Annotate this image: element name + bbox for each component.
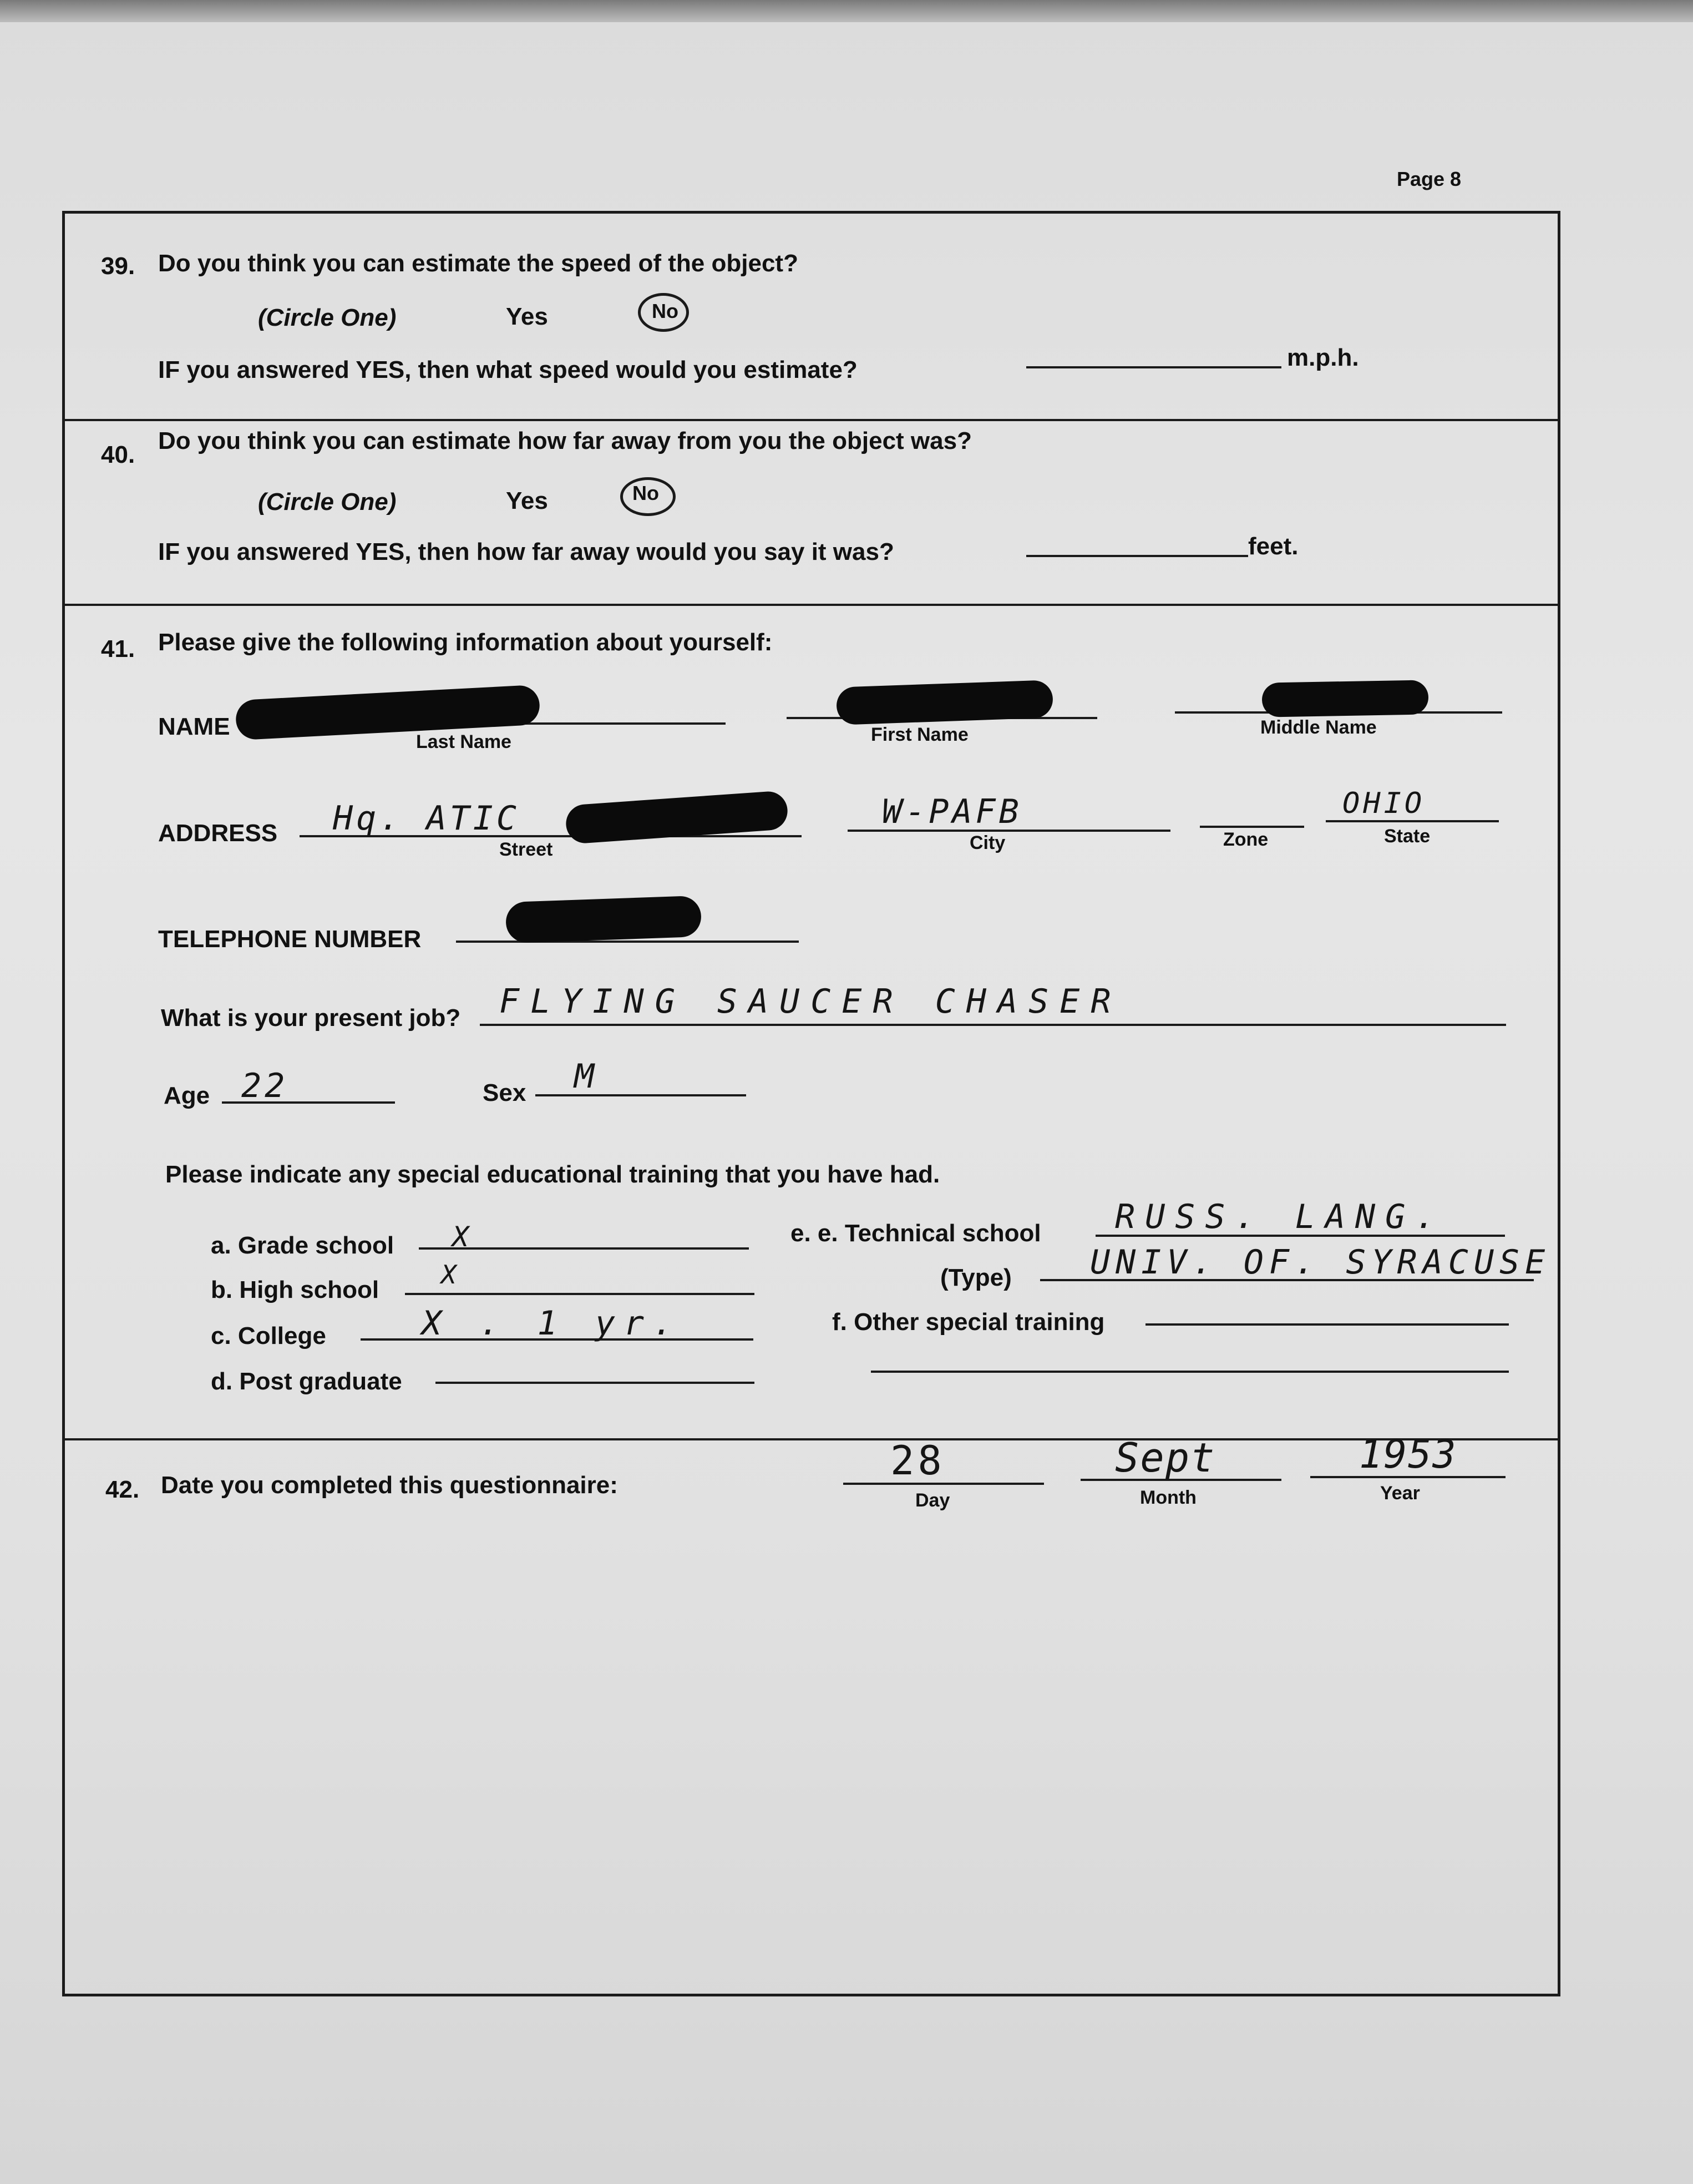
sex-line[interactable]: [535, 1094, 746, 1096]
post-graduate-line[interactable]: [435, 1382, 754, 1384]
high-school-line[interactable]: [405, 1293, 754, 1295]
education-prompt: Please indicate any special educational training that you have had.: [165, 1161, 940, 1188]
divider-39-40: [62, 419, 1560, 421]
high-school-label: b. High school: [211, 1276, 379, 1303]
job-handwritten-value: FLYING SAUCER CHASER: [499, 982, 1122, 1021]
month-handwritten-value: Sept: [1115, 1434, 1216, 1481]
q39-followup: IF you answered YES, then what speed would you estimate?: [158, 356, 858, 383]
form-border-right: [1558, 211, 1560, 1996]
q39-number: 39.: [101, 252, 135, 280]
q40-distance-line[interactable]: [1026, 555, 1248, 557]
q40-no-circled-mark: [620, 477, 676, 516]
age-label: Age: [164, 1082, 210, 1109]
year-handwritten-value: 1953: [1359, 1432, 1457, 1477]
scan-top-edge: [0, 0, 1693, 22]
first-name-caption: First Name: [871, 724, 969, 745]
address-label: ADDRESS: [158, 820, 278, 847]
other-training-line-2[interactable]: [871, 1371, 1509, 1373]
q41-number: 41.: [101, 635, 135, 663]
q39-question: Do you think you can estimate the speed of the object?: [158, 250, 798, 277]
street-caption: Street: [499, 839, 553, 860]
q42-question: Date you completed this questionnaire:: [161, 1472, 618, 1499]
sex-label: Sex: [483, 1079, 526, 1106]
name-label: NAME: [158, 713, 230, 740]
technical-school-label: e. e. Technical school: [790, 1220, 1041, 1247]
q42-number: 42.: [105, 1476, 140, 1503]
state-caption: State: [1384, 826, 1431, 847]
telephone-label: TELEPHONE NUMBER: [158, 926, 422, 953]
q40-question: Do you think you can estimate how far away from you the object was?: [158, 427, 972, 454]
city-caption: City: [970, 832, 1006, 853]
q39-speed-line[interactable]: [1026, 366, 1281, 368]
type-handwritten-value: UNIV. OF. SYRACUSE: [1090, 1243, 1551, 1282]
middle-name-redaction: [1261, 680, 1428, 717]
age-handwritten-value: 22: [241, 1066, 288, 1105]
form-border-bottom: [62, 1994, 1560, 1996]
divider-41-42: [62, 1438, 1560, 1440]
divider-40-41: [62, 604, 1560, 606]
post-graduate-label: d. Post graduate: [211, 1368, 402, 1395]
state-handwritten-value: OHIO: [1342, 787, 1426, 820]
state-line[interactable]: [1326, 820, 1499, 822]
grade-school-handwritten-value: X: [452, 1221, 473, 1253]
q41-prompt: Please give the following information about yourself:: [158, 629, 773, 656]
q39-no-option[interactable]: No: [652, 300, 678, 322]
q40-no-option[interactable]: No: [632, 482, 659, 504]
college-handwritten-value: X . 1 yr.: [422, 1304, 682, 1343]
form-border-left: [62, 211, 65, 1996]
q40-circle-one: (Circle One): [258, 488, 397, 515]
q40-yes-option[interactable]: Yes: [506, 487, 548, 514]
telephone-redaction: [505, 896, 702, 943]
month-caption: Month: [1140, 1487, 1197, 1508]
other-training-label: f. Other special training: [832, 1308, 1105, 1336]
technical-school-handwritten-value: RUSS. LANG.: [1115, 1197, 1446, 1236]
day-caption: Day: [915, 1490, 950, 1511]
job-line[interactable]: [480, 1024, 1506, 1026]
q39-no-circled-mark: [638, 293, 689, 332]
day-handwritten-value: 28: [890, 1437, 945, 1484]
q40-followup: IF you answered YES, then how far away would you say it was?: [158, 538, 894, 565]
zone-caption: Zone: [1223, 829, 1269, 850]
middle-name-caption: Middle Name: [1260, 717, 1377, 738]
street-handwritten-value: Hq. ATIC: [333, 799, 520, 838]
job-label: What is your present job?: [161, 1004, 461, 1032]
page-number: Page 8: [1397, 168, 1462, 190]
q39-unit: m.p.h.: [1287, 344, 1359, 371]
q40-number: 40.: [101, 441, 135, 468]
high-school-handwritten-value: X: [441, 1260, 460, 1290]
q39-yes-option[interactable]: Yes: [506, 303, 548, 330]
zone-line[interactable]: [1200, 826, 1304, 828]
grade-school-label: a. Grade school: [211, 1232, 394, 1259]
type-label: (Type): [940, 1264, 1012, 1291]
college-label: c. College: [211, 1322, 326, 1349]
year-caption: Year: [1380, 1483, 1420, 1504]
first-name-redaction: [836, 680, 1053, 725]
city-handwritten-value: W-PAFB: [882, 792, 1022, 831]
q40-unit: feet.: [1248, 533, 1299, 560]
form-border-top: [62, 211, 1560, 214]
sex-handwritten-value: M: [574, 1057, 598, 1096]
last-name-caption: Last Name: [416, 731, 511, 752]
telephone-line[interactable]: [456, 941, 799, 943]
q39-circle-one: (Circle One): [258, 304, 397, 331]
other-training-line[interactable]: [1145, 1323, 1509, 1326]
